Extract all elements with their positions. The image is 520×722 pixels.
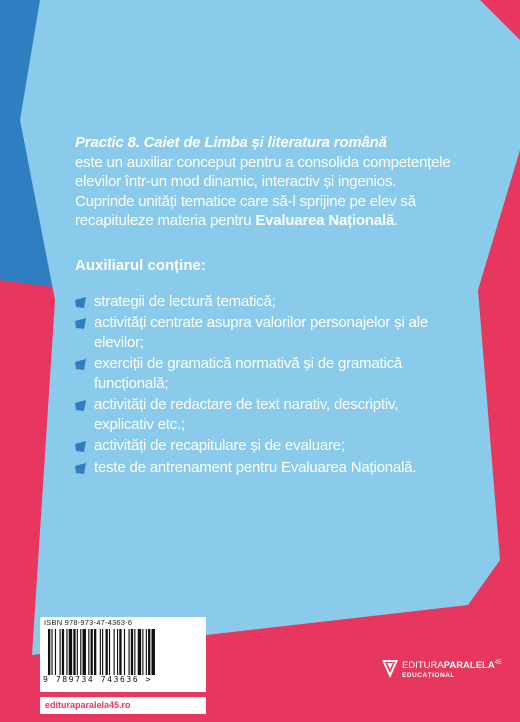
- barcode-bar: [94, 629, 96, 675]
- barcode-bar: [131, 629, 133, 675]
- barcode-number: 9 789734 743636 >: [43, 675, 153, 684]
- list-item: [75, 458, 455, 478]
- barcode-bar: [152, 629, 155, 675]
- barcode-bar: [88, 629, 89, 675]
- list-item: [75, 395, 455, 434]
- barcode-bar: [138, 629, 141, 675]
- list-item-text: strategii de lectură tematică;: [94, 292, 276, 310]
- barcode-bar: [48, 629, 50, 675]
- barcode-bar: [117, 629, 118, 675]
- barcode-bar: [119, 629, 121, 675]
- list-item: [75, 292, 455, 312]
- barcode-bar: [148, 629, 150, 675]
- intro-highlight: Evaluarea Națională: [255, 212, 395, 229]
- bullet-square-icon: [75, 463, 86, 474]
- back-cover-text: [75, 133, 455, 479]
- publisher-name-bold: PARALELA: [443, 660, 495, 672]
- contents-list: [75, 292, 455, 478]
- list-item-text: activități de recapitulare și de evaluare;: [94, 437, 345, 454]
- barcode-bar: [83, 629, 86, 675]
- publisher-logo-icon: [382, 660, 398, 678]
- list-item: [75, 436, 455, 456]
- list-item: [75, 313, 455, 352]
- intro-paragraph: [75, 133, 455, 231]
- barcode-bar: [60, 629, 61, 675]
- barcode-bar: [55, 629, 56, 675]
- publisher-name-regular: EDITURA: [402, 660, 444, 672]
- barcode-bar: [66, 629, 67, 675]
- barcode-bar: [134, 629, 135, 675]
- barcode-bar: [62, 629, 64, 675]
- barcode-bar: [91, 629, 93, 675]
- list-item-text: teste de antrenament pentru Evaluarea Națională.: [94, 458, 417, 476]
- barcode-bar: [80, 629, 81, 675]
- book-title: Practic 8. Caiet de Limba și literatura română: [75, 134, 387, 151]
- barcode-bar: [124, 629, 125, 675]
- publisher-name-sup: 45: [494, 660, 502, 666]
- barcode-bar: [129, 629, 130, 675]
- barcode-bar: [69, 629, 72, 675]
- barcode-bar: [114, 629, 115, 675]
- barcode-icon: [46, 629, 196, 675]
- list-item-text: exerciții de gramatică normativă și de gramatică funcțională;: [94, 355, 403, 392]
- barcode-bar: [106, 629, 108, 675]
- bullet-square-icon: [75, 400, 86, 411]
- bullet-square-icon: [75, 359, 86, 370]
- intro-end: .: [394, 212, 399, 229]
- barcode-bar: [102, 629, 103, 675]
- list-item-text: activități centrate asupra valorilor personajelor și ale elevilor;: [94, 314, 428, 351]
- website-link[interactable]: editurаparalela45.ro: [40, 697, 206, 714]
- bullet-square-icon: [75, 318, 86, 329]
- bullet-square-icon: [75, 297, 86, 308]
- barcode-bar: [51, 629, 52, 675]
- publisher-imprint: EDUCAȚIONAL: [402, 672, 455, 679]
- barcode-bar: [109, 629, 110, 675]
- isbn-barcode-box: [40, 617, 206, 692]
- publisher-name: [402, 660, 501, 671]
- barcode-bar: [77, 629, 78, 675]
- isbn-label: ISBN 978-973-47-4363-6: [44, 618, 133, 627]
- publisher-logo: [382, 658, 512, 684]
- bullet-square-icon: [75, 441, 86, 452]
- barcode-bar: [142, 629, 143, 675]
- barcode-bar: [146, 629, 147, 675]
- contents-heading: Auxiliarul conține:: [75, 256, 206, 274]
- list-item: [75, 354, 455, 393]
- barcode-bar: [100, 629, 101, 675]
- barcode-bar: [73, 629, 75, 675]
- intro-text: este un auxiliar conceput pentru a consolida competențele elevilor într-un mod dinamic, interactiv și ingenios. Cuprinde unități tematice care să-l sprijine pe elev să recapituleze materia pentru: [75, 153, 451, 229]
- list-item-text: activități de redactare de text narativ, descriptiv, explicativ etc.;: [94, 396, 399, 433]
